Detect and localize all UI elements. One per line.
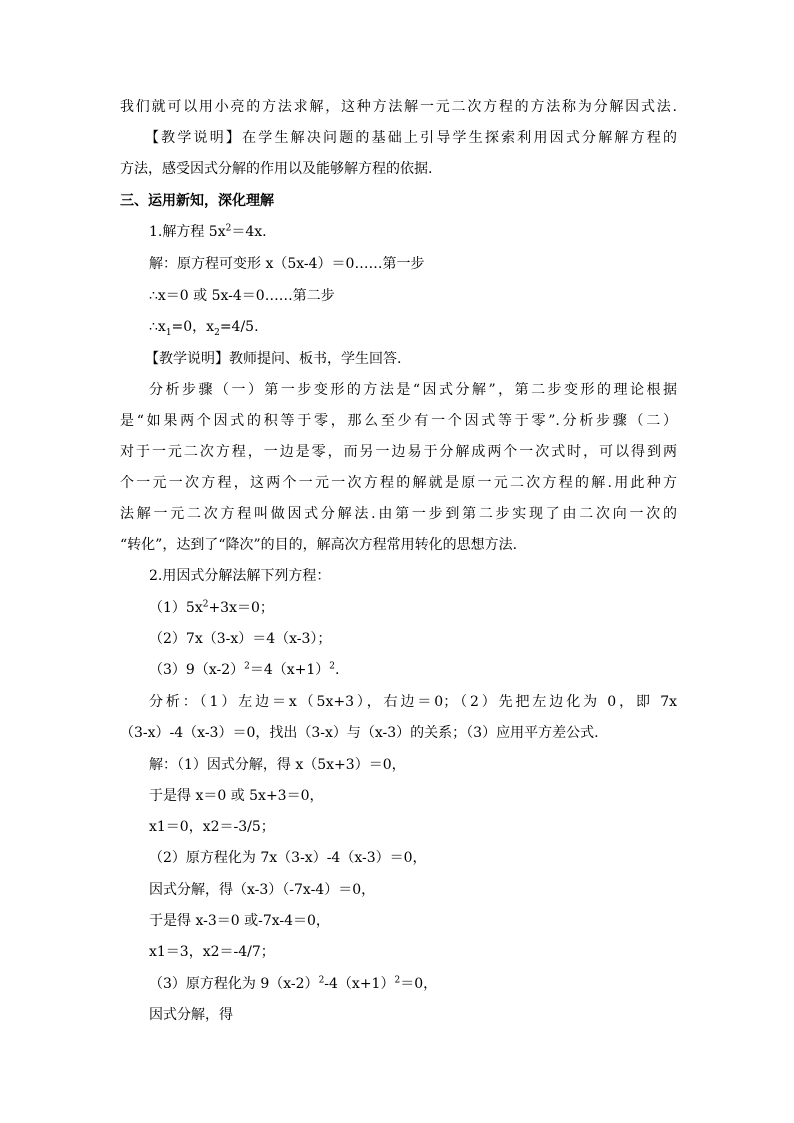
solution-line: 于是得 x＝0 或 5x+3＝0， [149,788,324,804]
teaching-note-line: 【教学说明】教师提问、板书，学生回答. [145,351,402,367]
analysis-line: 个一元一次方程，这两个一元一次方程的解就是原一元二次方程的解.用此种方 [120,475,677,491]
teaching-note-line: 【教学说明】在学生解决问题的基础上引导学生探索利用因式分解解方程的 [145,130,677,146]
problem-2-heading: 2.用因式分解法解下列方程： [149,568,331,584]
paragraph-line: 我们就可以用小亮的方法求解，这种方法解一元二次方程的方法称为分解因式法. [120,99,677,115]
solution-result: $\therefore x_1=0$，$x_2=4/5$. [149,319,259,338]
analysis-line: 对于一元二次方程，一边是零，而另一边易于分解成两个一次式时，可以得到两 [120,444,677,460]
problem-2-item-2: （2）7x（3-x）＝4（x-3）； [149,631,332,647]
problem-1: 1.解方程 $5x^2=4x$. [149,223,267,240]
solution-step-2: ∴x＝0 或 5x-4＝0……第二步 [149,288,335,304]
solution-line: x1＝3，x2＝-4/7； [149,944,275,960]
analysis-line: “转化”，达到了“降次”的目的，解高次方程常用转化的思想方法. [120,537,518,553]
analysis-line: 是“如果两个因式的积等于零，那么至少有一个因式等于零”.分析步骤（二） [120,413,677,429]
problem-2-item-3: $(3)9(x-2)^2=4(x+1)^2$. [149,661,340,678]
analysis-line: 法解一元二次方程叫做因式分解法.由第一步到第二步实现了由二次向一次的 [120,506,677,522]
problem-2-item-1: $(1)5x^2+3x=0$； [149,599,274,616]
solution-line: （3）原方程化为 $9(x-2)^2-4(x+1)^2=0$， [149,975,438,992]
solution-line: 因式分解，得 [149,1007,233,1023]
solution-line: x1＝0，x2＝-3/5； [149,819,275,835]
solution-line: 于是得 x-3＝0 或-7x-4＝0， [149,913,330,929]
solution-line: 因式分解，得（x-3）（-7x-4）＝0， [149,882,376,898]
solution-line: （2）原方程化为 7x（3-x）-4（x-3）＝0， [149,850,427,866]
section-heading: 三、运用新知，深化理解 [120,193,274,209]
paragraph-line: 方法，感受因式分解的作用以及能够解方程的依据. [120,161,433,177]
analysis-line: 分析步骤（一）第一步变形的方法是“因式分解”，第二步变形的理论根据 [149,382,677,398]
solution-line: 解：（1）因式分解，得 x（5x+3）＝0， [149,757,406,773]
analysis-line: （3-x）-4（x-3）＝0，找出（3-x）与（x-3）的关系；（3）应用平方差公式. [120,725,599,741]
analysis-line: 分析：（1）左边＝x（5x+3），右边＝0；（2）先把左边化为 0，即 7x [149,694,677,710]
solution-step-1: 解：原方程可变形 x（5x-4）＝0……第一步 [149,256,425,272]
